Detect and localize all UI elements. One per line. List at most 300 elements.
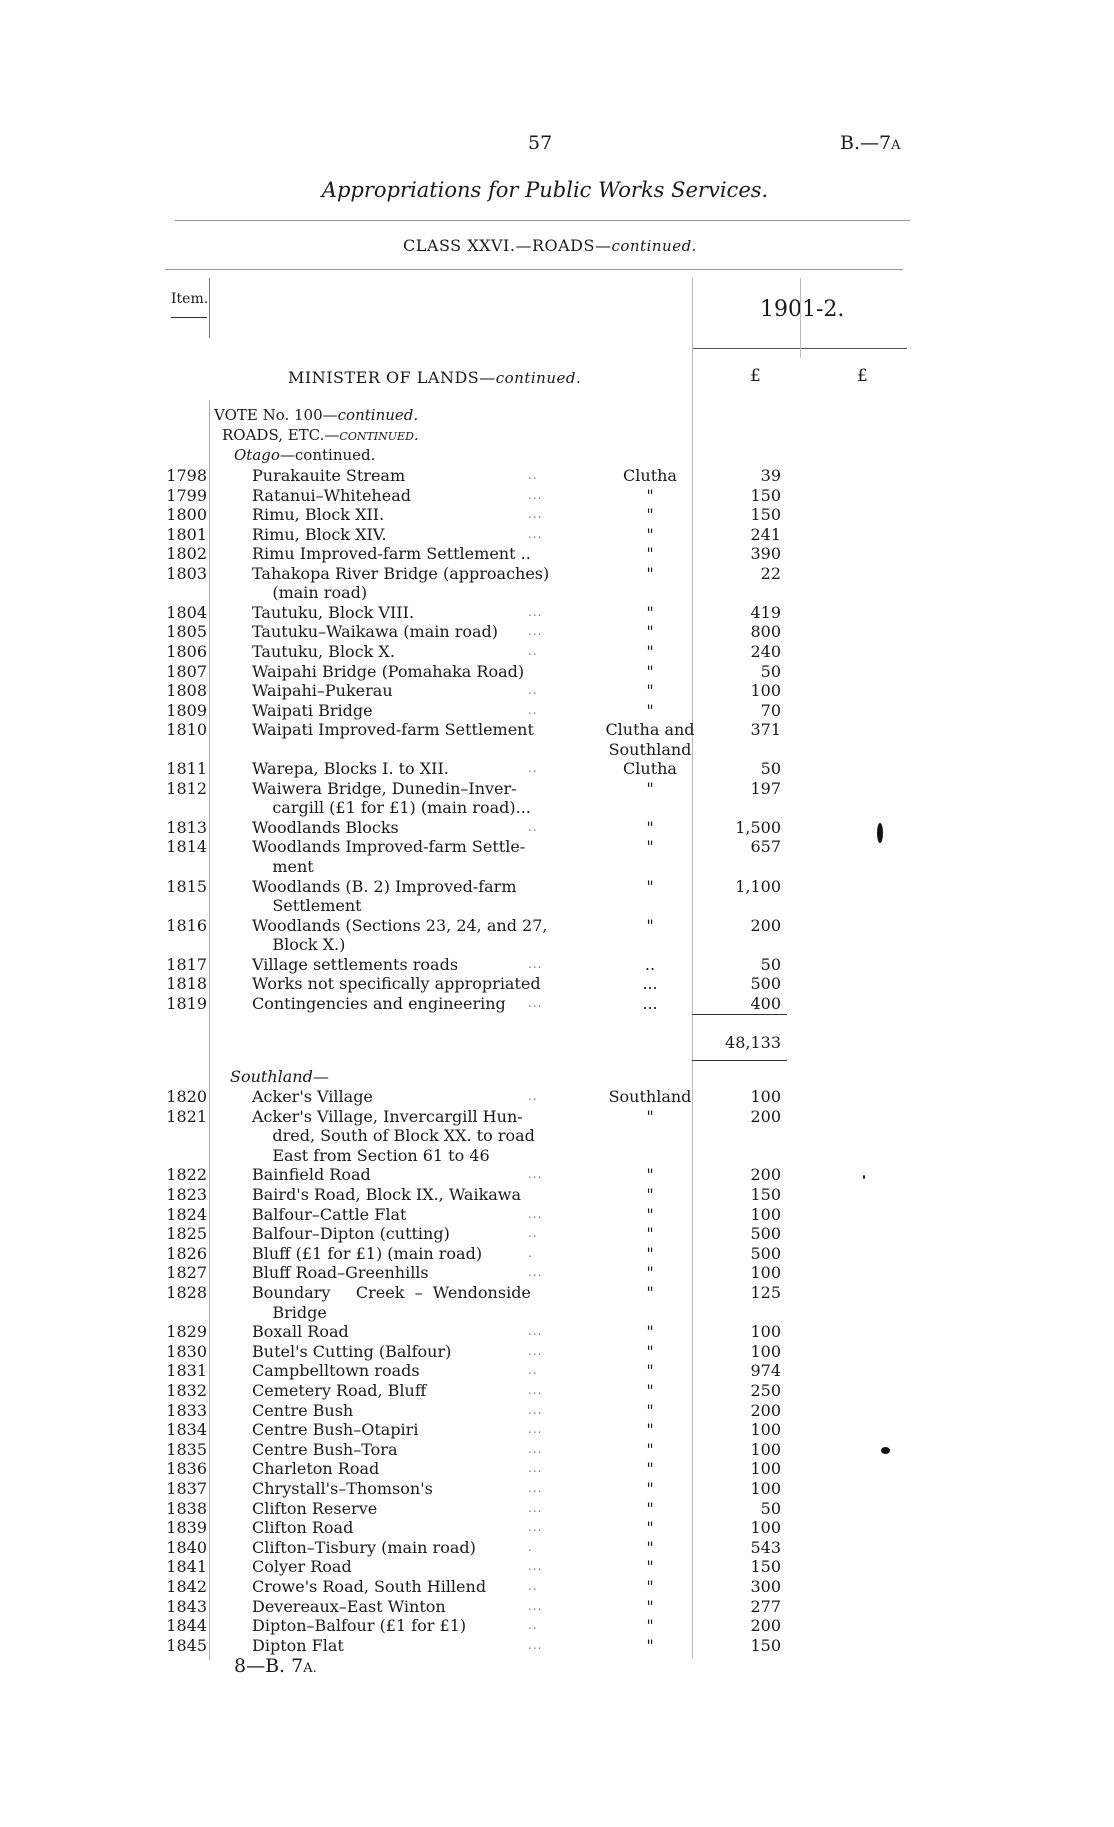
roads-heading-main: ROADS, ETC.— — [222, 426, 340, 444]
item-description: Settlement — [252, 896, 362, 916]
district: " — [646, 681, 654, 701]
leader-dots: ... — [528, 1637, 543, 1652]
table-row — [0, 1107, 1114, 1126]
item-number: 1805 — [166, 622, 207, 642]
amount: 371 — [750, 720, 781, 740]
table-row — [0, 701, 1114, 720]
item-description: Tautuku, Block X. — [252, 641, 395, 661]
leader-dots: .. — [528, 1089, 538, 1103]
item-description: Clifton Road — [252, 1518, 354, 1538]
district: " — [646, 876, 654, 896]
item-number: 1838 — [166, 1498, 207, 1518]
district: " — [646, 1498, 654, 1518]
leader-dots: .. — [528, 643, 538, 658]
item-description: Woodlands (Sections 23, 24, and 27, — [252, 915, 548, 935]
item-number: 1820 — [166, 1087, 207, 1106]
item-number: 1823 — [166, 1185, 207, 1204]
item-number: 1808 — [166, 681, 207, 701]
table-row — [0, 1577, 1114, 1596]
amount: 125 — [750, 1283, 781, 1302]
item-number: 1802 — [166, 544, 207, 564]
item-number: 1833 — [166, 1400, 207, 1420]
amount: 150 — [750, 1185, 781, 1204]
leader-dots: ... — [528, 1559, 543, 1574]
leader-dots: ... — [528, 1598, 543, 1613]
leader-dots: .. — [528, 1363, 538, 1378]
item-number: 1835 — [166, 1439, 207, 1459]
item-description: Ratanui–Whitehead — [252, 485, 411, 505]
amount: 974 — [750, 1361, 781, 1381]
item-number: 1834 — [166, 1420, 207, 1440]
amount: 543 — [750, 1537, 781, 1557]
item-description: Dipton–Balfour (£1 for £1) — [252, 1616, 467, 1636]
leader-dots: .. — [528, 683, 538, 698]
item-description: Devereaux–East Winton — [252, 1596, 446, 1616]
district: .. — [644, 954, 656, 974]
leader-dots: ... — [528, 995, 543, 1010]
section-title-cont: continued. — [495, 369, 582, 387]
amount: 800 — [750, 622, 781, 642]
item-description: Waipati Improved-farm Settlement — [252, 720, 534, 740]
amount: 150 — [750, 485, 781, 505]
district: " — [646, 544, 654, 564]
scan-mark — [881, 1447, 890, 1454]
amount: 50 — [760, 1498, 781, 1518]
leader-dots: ... — [528, 624, 543, 639]
table-row — [0, 1381, 1114, 1400]
district: " — [646, 641, 654, 661]
leader-dots: ... — [528, 1206, 543, 1221]
table-row — [0, 505, 1114, 524]
item-description: Block X.) — [252, 935, 346, 955]
amount: 150 — [750, 1635, 781, 1655]
total-rule-top — [692, 1014, 787, 1015]
year-column-rule — [800, 278, 801, 358]
table-row — [0, 720, 1114, 739]
table-row — [0, 1616, 1114, 1635]
leader-dots: .. — [528, 468, 538, 482]
district: " — [646, 1400, 654, 1420]
table-row — [0, 1185, 1114, 1204]
item-description: East from Section 61 to 46 — [252, 1145, 490, 1165]
table-row — [0, 1283, 1114, 1302]
leader-dots: . — [528, 1539, 533, 1554]
item-number: 1827 — [166, 1263, 207, 1283]
amount: 100 — [750, 1459, 781, 1479]
amount: 500 — [750, 974, 781, 994]
amount: 277 — [750, 1596, 781, 1616]
district: " — [646, 1322, 654, 1342]
district: Clutha — [623, 466, 677, 485]
item-description: Colyer Road — [252, 1557, 352, 1577]
item-description: Balfour–Cattle Flat — [252, 1204, 407, 1224]
table-row — [0, 896, 1114, 915]
item-description: Boundary Creek – Wendonside — [252, 1283, 531, 1302]
district: " — [646, 1283, 654, 1302]
item-description: dred, South of Block XX. to road — [252, 1126, 535, 1146]
leader-dots: ... — [528, 526, 543, 541]
district: " — [646, 778, 654, 798]
item-number: 1825 — [166, 1224, 207, 1244]
district: " — [646, 1518, 654, 1538]
item-number: 1830 — [166, 1341, 207, 1361]
item-number: 1821 — [166, 1106, 207, 1126]
item-number: 1819 — [166, 993, 207, 1013]
district: " — [646, 505, 654, 525]
item-description: Centre Bush–Tora — [252, 1439, 398, 1459]
item-number: 1837 — [166, 1479, 207, 1498]
table-row — [0, 466, 1114, 485]
table-row — [0, 974, 1114, 993]
table-row — [0, 1557, 1114, 1576]
leader-dots: ... — [528, 1383, 543, 1397]
document-code-suffix: A — [891, 138, 901, 153]
table-row — [0, 994, 1114, 1013]
district: " — [646, 1596, 654, 1616]
section-title-main: MINISTER OF LANDS— — [288, 368, 496, 387]
otago-heading-cont: continued. — [294, 446, 376, 464]
amount: 1,500 — [735, 817, 781, 837]
item-number: 1841 — [166, 1557, 207, 1577]
table-row — [0, 916, 1114, 935]
amount: 150 — [750, 1557, 781, 1577]
amount: 50 — [760, 759, 781, 779]
table-row — [0, 1518, 1114, 1537]
class-heading — [0, 236, 1100, 255]
table-row — [0, 935, 1114, 954]
district: " — [646, 1557, 654, 1577]
item-number: 1836 — [166, 1459, 207, 1479]
table-row — [0, 583, 1114, 602]
item-description: Butel's Cutting (Balfour) — [252, 1341, 452, 1361]
district: " — [646, 1361, 654, 1381]
leader-dots: ... — [528, 1461, 543, 1476]
item-number: 1798 — [166, 466, 207, 485]
item-number: 1844 — [166, 1616, 207, 1636]
district: Clutha — [623, 759, 677, 779]
table-row — [0, 1401, 1114, 1420]
amount: 100 — [750, 1341, 781, 1361]
table-row — [0, 622, 1114, 641]
table-row — [0, 662, 1114, 681]
table-row — [0, 486, 1114, 505]
item-description: Balfour–Dipton (cutting) — [252, 1224, 450, 1244]
leader-dots: ... — [528, 1265, 543, 1280]
amount: 22 — [760, 563, 781, 583]
table-row — [0, 1244, 1114, 1263]
table-row — [0, 681, 1114, 700]
table-row — [0, 1165, 1114, 1184]
item-description: Tautuku–Waikawa (main road) — [252, 622, 499, 642]
section-title — [288, 368, 581, 387]
document-code-main: B.—7 — [840, 132, 892, 154]
item-description: Crowe's Road, South Hillend — [252, 1577, 487, 1596]
leader-dots: .. — [528, 1618, 538, 1633]
leader-dots: . — [528, 1245, 533, 1260]
item-number: 1799 — [166, 485, 207, 505]
table-row — [0, 603, 1114, 622]
amount: 250 — [750, 1381, 781, 1400]
item-number: 1800 — [166, 505, 207, 525]
table-row — [0, 1636, 1114, 1655]
table-row — [0, 1342, 1114, 1361]
item-description: Waipahi–Pukerau — [252, 681, 393, 701]
table-row — [0, 877, 1114, 896]
leader-dots: .. — [528, 1579, 538, 1593]
amount: 657 — [750, 837, 781, 857]
roads-heading — [222, 426, 419, 444]
vote-heading-cont: continued. — [337, 406, 419, 424]
item-description: Acker's Village — [252, 1087, 373, 1106]
table-row — [0, 1538, 1114, 1557]
item-number: 1845 — [166, 1635, 207, 1655]
table-row — [0, 564, 1114, 583]
district: " — [646, 817, 654, 837]
amount: 50 — [760, 954, 781, 974]
amount: 200 — [750, 1616, 781, 1636]
southland-heading: Southland— — [230, 1067, 329, 1086]
amount: 1,100 — [735, 876, 781, 896]
item-number: 1814 — [166, 837, 207, 857]
district: Clutha and — [605, 720, 695, 740]
table-row — [0, 857, 1114, 876]
item-description: Centre Bush–Otapiri — [252, 1420, 419, 1440]
roads-heading-cont: continued. — [339, 426, 419, 444]
item-description: Bluff (£1 for £1) (main road) — [252, 1243, 483, 1263]
page-footer-suffix: A. — [303, 1661, 317, 1676]
amount: 400 — [750, 993, 781, 1013]
table-row — [0, 818, 1114, 837]
amount: 241 — [750, 524, 781, 544]
table-row — [0, 1263, 1114, 1282]
table-row — [0, 837, 1114, 856]
item-number: 1816 — [166, 915, 207, 935]
item-number: 1804 — [166, 602, 207, 622]
district: " — [646, 1185, 654, 1204]
item-number: 1806 — [166, 641, 207, 661]
amount: 200 — [750, 1400, 781, 1420]
table-row — [0, 1499, 1114, 1518]
leader-dots: ... — [528, 507, 543, 522]
item-description: Campbelltown roads — [252, 1361, 420, 1381]
item-number: 1818 — [166, 974, 207, 994]
district: " — [646, 837, 654, 857]
table-row — [0, 798, 1114, 817]
leader-dots: ... — [528, 487, 543, 502]
year-header: 1901-2. — [760, 297, 845, 322]
amount: 100 — [750, 1479, 781, 1498]
item-number: 1809 — [166, 700, 207, 720]
currency-column-2: £ — [857, 366, 868, 386]
district: " — [646, 1381, 654, 1400]
item-number: 1832 — [166, 1381, 207, 1400]
item-number: 1826 — [166, 1243, 207, 1263]
district: " — [646, 1420, 654, 1440]
item-description: Clifton–Tisbury (main road) — [252, 1537, 476, 1557]
amount: 100 — [750, 1204, 781, 1224]
item-description: Charleton Road — [252, 1459, 380, 1479]
leader-dots: .. — [528, 761, 538, 776]
table-row — [0, 642, 1114, 661]
page-footer-main: 8—B. 7 — [234, 1655, 304, 1677]
district: " — [646, 1165, 654, 1185]
otago-total: 48,133 — [725, 1033, 781, 1052]
table-row — [0, 1322, 1114, 1341]
district: " — [646, 915, 654, 935]
item-number: 1840 — [166, 1537, 207, 1557]
item-description: Centre Bush — [252, 1400, 354, 1420]
page-footer — [234, 1655, 317, 1677]
district: " — [646, 661, 654, 681]
table-row — [0, 1459, 1114, 1478]
vote-heading — [214, 406, 418, 424]
item-number: 1817 — [166, 954, 207, 974]
leader-dots: ... — [528, 956, 543, 971]
district: " — [646, 1106, 654, 1126]
page-title: Appropriations for Public Works Services. — [321, 178, 769, 202]
item-column-header: Item. — [171, 291, 209, 307]
item-description: Works not specifically appropriated — [252, 974, 541, 994]
item-number: 1803 — [166, 563, 207, 583]
item-column-rule — [209, 278, 210, 338]
leader-dots: ... — [528, 1343, 543, 1358]
item-description: Bluff Road–Greenhills — [252, 1263, 429, 1283]
amount: 100 — [750, 1439, 781, 1459]
district: " — [646, 1439, 654, 1459]
item-number: 1807 — [166, 661, 207, 681]
amount: 500 — [750, 1224, 781, 1244]
amount: 390 — [750, 544, 781, 564]
table-row — [0, 1126, 1114, 1145]
leader-dots: ... — [528, 1324, 543, 1339]
item-number: 1822 — [166, 1165, 207, 1185]
district: " — [646, 1479, 654, 1498]
table-row — [0, 740, 1114, 759]
scan-mark — [877, 823, 883, 843]
item-description: (main road) — [252, 583, 368, 603]
item-description: Contingencies and engineering — [252, 993, 506, 1013]
item-description: Boxall Road — [252, 1322, 349, 1342]
table-row — [0, 955, 1114, 974]
item-number: 1824 — [166, 1204, 207, 1224]
item-number: 1801 — [166, 524, 207, 544]
table-row — [0, 544, 1114, 563]
district: Southland — [608, 739, 692, 759]
table-row — [0, 1303, 1114, 1322]
item-number: 1811 — [166, 759, 207, 779]
amount: 50 — [760, 661, 781, 681]
item-description: Dipton Flat — [252, 1635, 344, 1655]
leader-dots: ... — [528, 1500, 543, 1515]
district: " — [646, 1635, 654, 1655]
item-description: Bridge — [252, 1302, 327, 1322]
item-description: Cemetery Road, Bluff — [252, 1381, 427, 1400]
table-row — [0, 525, 1114, 544]
item-number: 1843 — [166, 1596, 207, 1616]
amount: 500 — [750, 1243, 781, 1263]
district: " — [646, 1616, 654, 1636]
otago-heading — [234, 446, 375, 464]
item-description: Warepa, Blocks I. to XII. — [252, 759, 449, 779]
district: ... — [642, 993, 658, 1013]
district: " — [646, 1341, 654, 1361]
class-heading-main: CLASS XXVI.—ROADS— — [403, 236, 612, 255]
item-number: 1812 — [166, 778, 207, 798]
district: " — [646, 563, 654, 583]
item-description: Acker's Village, Invercargill Hun- — [252, 1106, 523, 1126]
table-top-rule — [165, 269, 903, 270]
district: " — [646, 485, 654, 505]
item-description: Village settlements roads — [252, 954, 459, 974]
table-row — [0, 779, 1114, 798]
item-description: cargill (£1 for £1) (main road)... — [252, 798, 531, 818]
amount: 70 — [760, 700, 781, 720]
amount: 100 — [750, 1322, 781, 1342]
item-description: Woodlands Improved-farm Settle- — [252, 837, 526, 857]
leader-dots: ... — [528, 1441, 543, 1456]
leader-dots: ... — [528, 1167, 543, 1182]
table-row — [0, 1597, 1114, 1616]
district: " — [646, 1224, 654, 1244]
amount: 39 — [760, 466, 781, 485]
class-heading-cont: continued. — [611, 237, 697, 255]
table-row — [0, 1224, 1114, 1243]
item-description: Rimu, Block XIV. — [252, 524, 387, 544]
district: ... — [642, 974, 658, 994]
title-rule — [175, 220, 910, 221]
district: " — [646, 524, 654, 544]
amount: 240 — [750, 641, 781, 661]
district: " — [646, 1577, 654, 1596]
total-rule-bottom — [692, 1060, 787, 1061]
item-description: Clifton Reserve — [252, 1498, 378, 1518]
item-number: 1828 — [166, 1283, 207, 1302]
amount: 300 — [750, 1577, 781, 1596]
leader-dots: ... — [528, 604, 543, 619]
item-number: 1829 — [166, 1322, 207, 1342]
amount: 100 — [750, 1518, 781, 1538]
scan-mark — [863, 1175, 865, 1179]
item-description: Bainfield Road — [252, 1165, 371, 1185]
leader-dots: ... — [528, 1481, 543, 1495]
item-description: Tautuku, Block VIII. — [252, 602, 415, 622]
amount: 200 — [750, 1165, 781, 1185]
item-description: ment — [252, 857, 314, 876]
leader-dots: .. — [528, 702, 538, 717]
item-description: Purakauite Stream — [252, 466, 406, 485]
amount: 197 — [750, 778, 781, 798]
page-number: 57 — [528, 132, 553, 154]
amount: 150 — [750, 505, 781, 525]
leader-dots: ... — [528, 1402, 543, 1417]
amount: 200 — [750, 1106, 781, 1126]
item-number: 1810 — [166, 720, 207, 740]
item-header-underline — [171, 317, 207, 318]
district: " — [646, 1243, 654, 1263]
amount: 100 — [750, 1087, 781, 1106]
leader-dots: .. — [528, 1226, 538, 1241]
table-row — [0, 1479, 1114, 1498]
table-row — [0, 759, 1114, 778]
district: " — [646, 1459, 654, 1479]
vote-heading-main: VOTE No. 100— — [214, 406, 338, 424]
item-description: Waipati Bridge — [252, 700, 373, 720]
table-row — [0, 1420, 1114, 1439]
otago-heading-main: Otago— — [234, 446, 295, 464]
district: " — [646, 602, 654, 622]
district: " — [646, 1263, 654, 1283]
document-code — [840, 132, 900, 154]
